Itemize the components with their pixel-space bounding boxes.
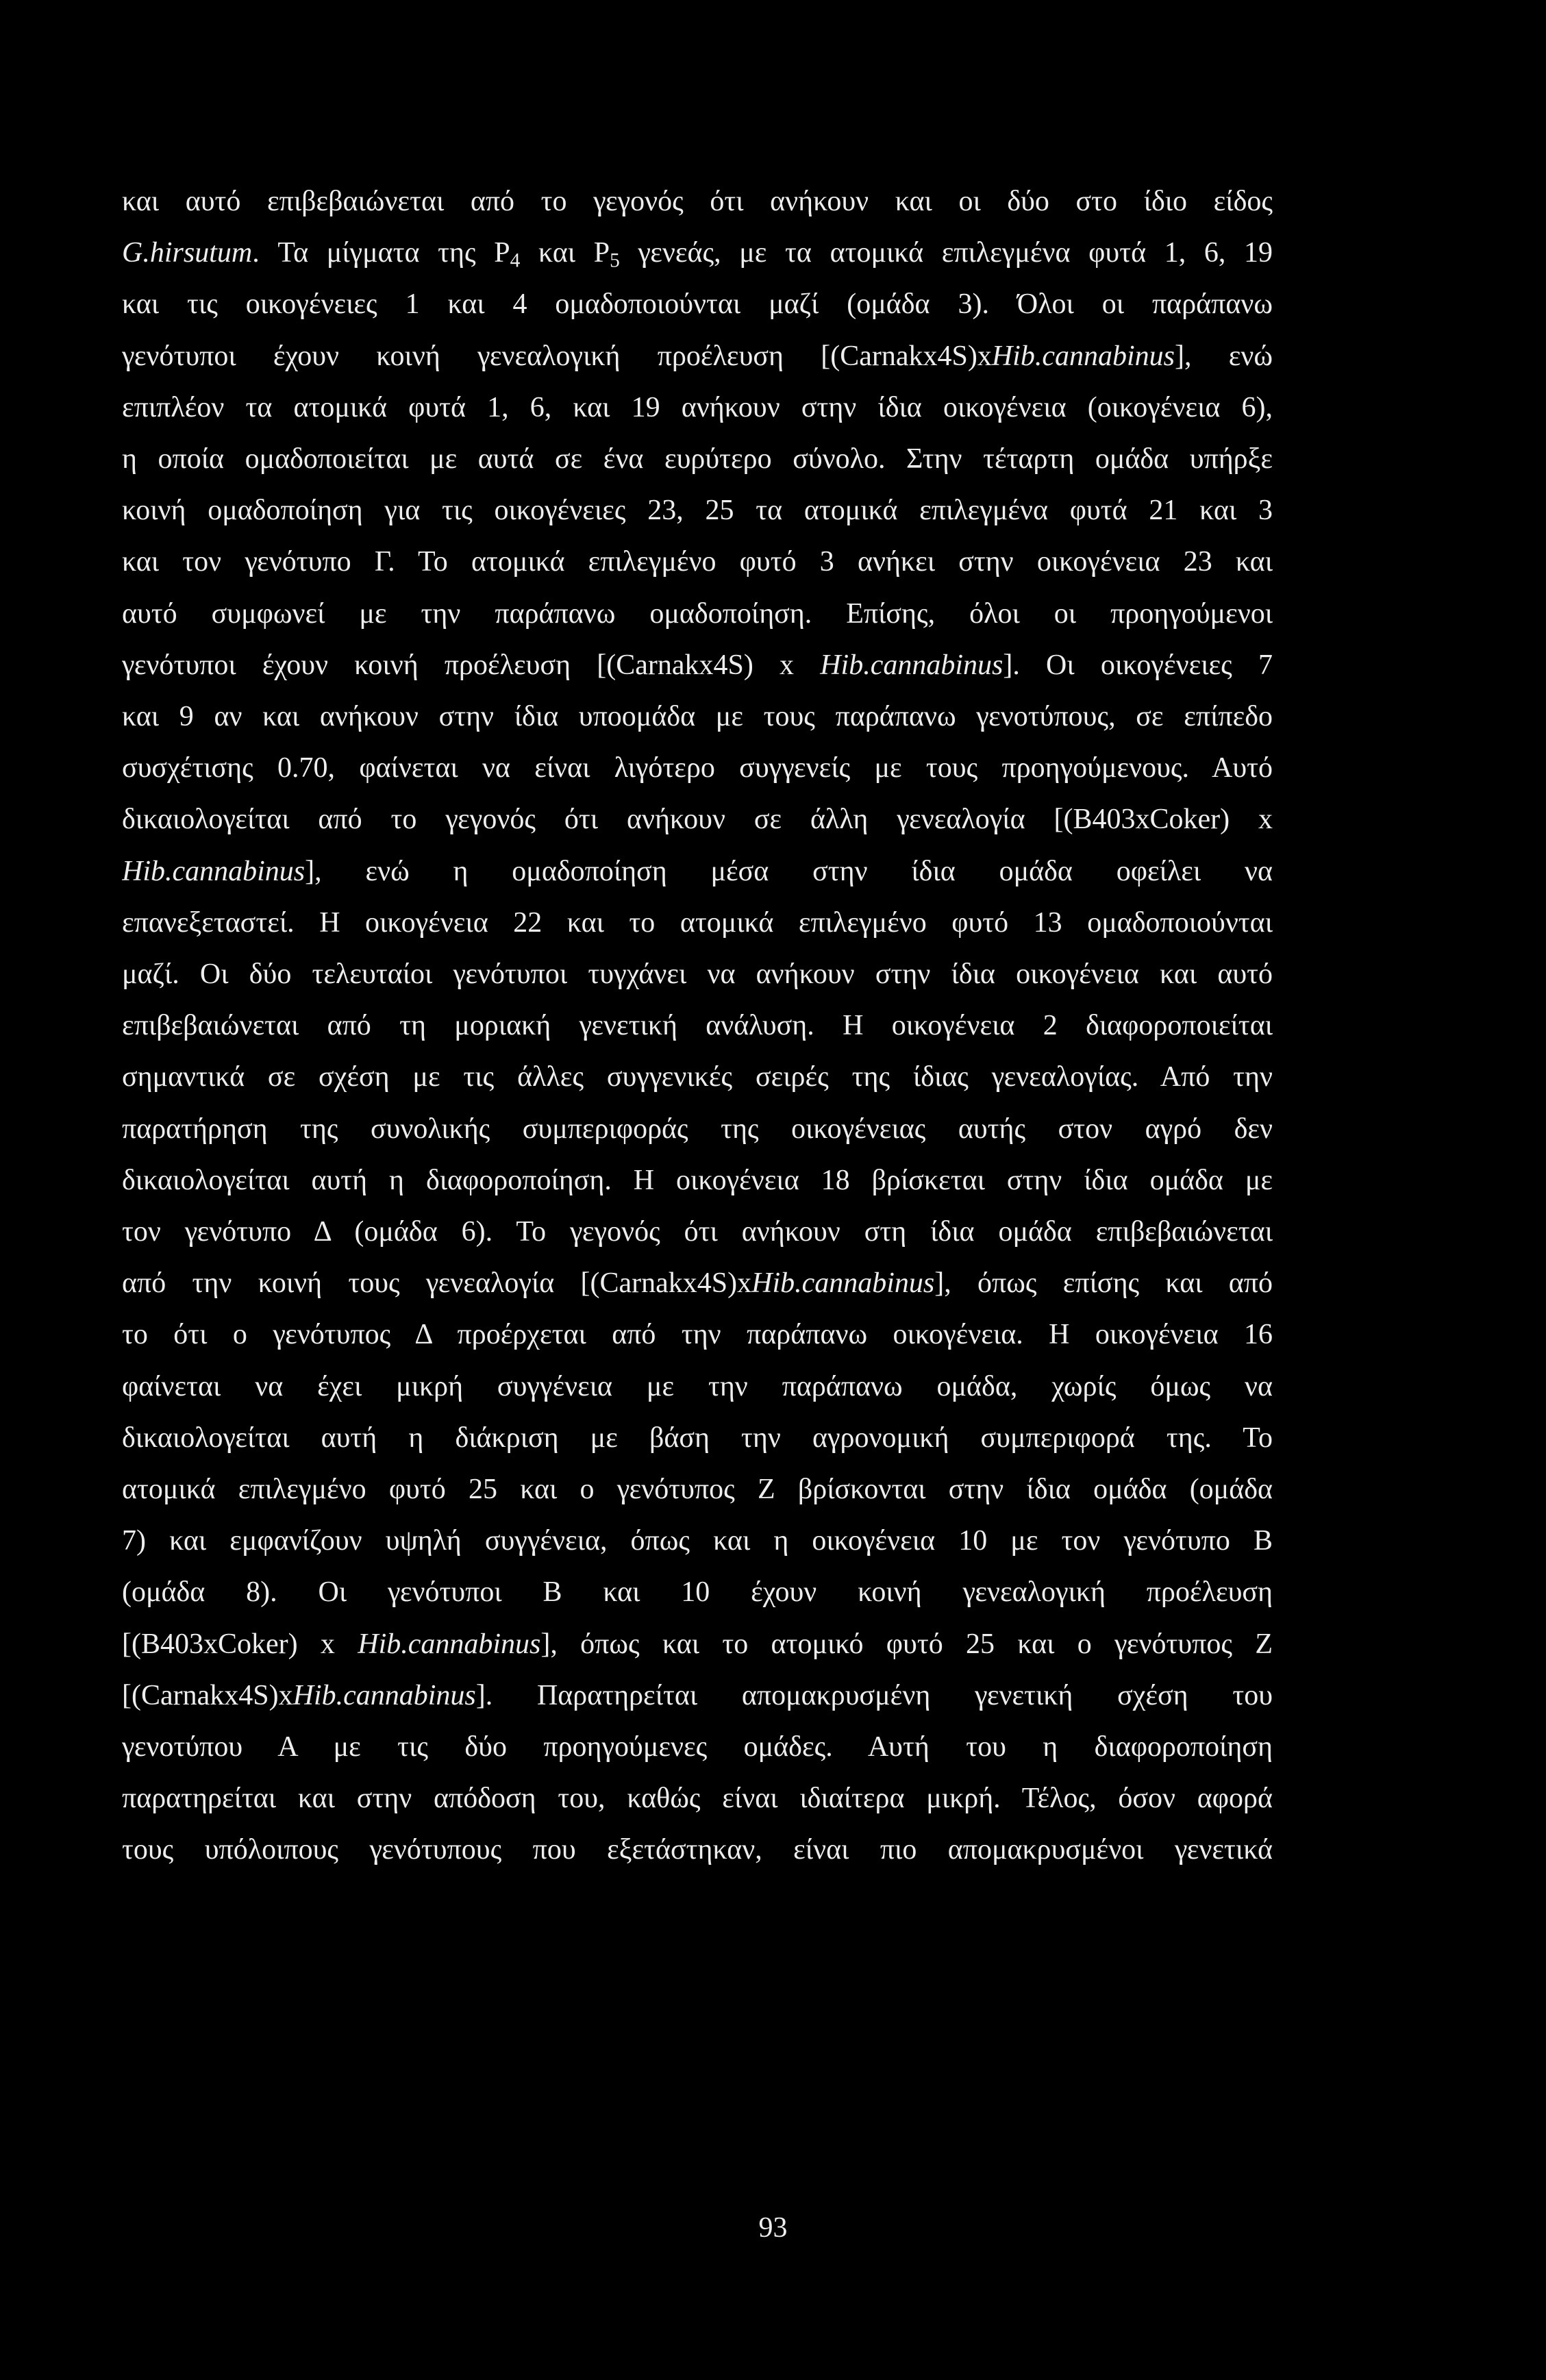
italic-text: Hib.cannabinus: [991, 340, 1175, 372]
text-line: [122, 1411, 1273, 1465]
text-span: και τον γενότυπο Γ. Το ατομικά επιλεγμένο φυτό 3 ανήκει στην οικογένεια 23 και: [122, 546, 1273, 578]
text-line: [122, 844, 1273, 899]
text-line: [122, 1153, 1273, 1208]
text-span: σημαντικά σε σχέση με τις άλλες συγγενικές σειρές της ίδιας γενεαλογίας. Από την: [122, 1061, 1273, 1093]
italic-text: Hib.cannabinus: [122, 855, 306, 887]
text-span: ], όπως και το ατομικό φυτό 25 και ο γενότυπος Ζ: [540, 1628, 1273, 1660]
text-span: ], όπως επίσης και από: [934, 1267, 1273, 1300]
text-span: γενεάς, με τα ατομικά επιλεγμένα φυτά 1, 6, 19: [619, 237, 1273, 269]
text-span: και Ρ: [520, 237, 610, 269]
text-span: δικαιολογείται από το γεγονός ότι ανήκουν σε άλλη γενεαλογία [(B403xCoker) x: [122, 804, 1273, 836]
italic-text: Hib.cannabinus: [751, 1267, 935, 1300]
text-span: το ότι ο γενότυπος Δ προέρχεται από την παράπανω οικογένεια. Η οικογένεια 16: [122, 1319, 1273, 1351]
text-line: [122, 638, 1273, 693]
text-line: [122, 483, 1273, 538]
text-span: (ομάδα 8). Οι γενότυποι Β και 10 έχουν κοινή γενεαλογική προέλευση: [122, 1576, 1273, 1609]
text-line: [122, 1102, 1273, 1156]
text-span: μαζί. Οι δύο τελευταίοι γενότυποι τυγχάνει να ανήκουν στην ίδια οικογένεια και αυτό: [122, 958, 1273, 990]
text-span: από την κοινή τους γενεαλογία [(Carnakx4S)x: [122, 1267, 752, 1300]
text-span: και τις οικογένειες 1 και 4 ομαδοποιούνται μαζί (ομάδα 3). Όλοι οι παράπανω: [122, 288, 1273, 321]
text-span: και 9 αν και ανήκουν στην ίδια υποομάδα με τους παράπανω γενοτύπους, σε επίπεδο: [122, 701, 1273, 732]
text-line: [122, 534, 1273, 589]
text-line: [122, 895, 1273, 950]
text-span: τον γενότυπο Δ (ομάδα 6). Το γεγονός ότι ανήκουν στη ίδια ομάδα επιβεβαιώνεται: [122, 1216, 1273, 1248]
text-line: [122, 1050, 1273, 1104]
text-span: συσχέτισης 0.70, φαίνεται να είναι λιγότερο συγγενείς με τους προηγούμενους. Αυτό: [122, 752, 1273, 784]
page-number: 93: [758, 2212, 788, 2244]
text-line: [122, 277, 1273, 332]
text-line: [122, 1204, 1273, 1259]
text-line: [122, 741, 1273, 795]
text-span: και αυτό επιβεβαιώνεται από το γεγονός ότι ανήκουν και οι δύο στο ίδιο είδος: [122, 186, 1273, 217]
text-span: ]. Παρατηρείται απομακρυσμένη γενετική σχέση του: [475, 1679, 1273, 1711]
text-span: γενοτύπου Α με τις δύο προηγούμενες ομάδες. Αυτή του η διαφοροποίηση: [122, 1731, 1273, 1763]
text-line: [122, 1822, 1273, 1877]
text-line: [122, 1256, 1273, 1311]
text-line: [122, 1720, 1273, 1774]
text-span: [(B403xCoker) x: [122, 1628, 358, 1660]
text-line: [122, 947, 1273, 1002]
text-line: [122, 689, 1273, 744]
text-span: παρατηρείται και στην απόδοση του, καθώς είναι ιδιαίτερα μικρή. Τέλος, όσον αφορά: [122, 1783, 1273, 1815]
text-line: [122, 1513, 1273, 1568]
text-span: ], ενώ η ομαδοποίηση μέσα στην ίδια ομάδα οφείλει να: [305, 855, 1273, 887]
text-line: [122, 1771, 1273, 1826]
italic-text: Hib.cannabinus: [292, 1679, 476, 1711]
text-span: γενότυποι έχουν κοινή γενεαλογική προέλευση [(Carnakx4S)x: [122, 340, 992, 372]
text-line: [122, 1668, 1273, 1723]
text-line: [122, 792, 1273, 847]
text-span: παρατήρηση της συνολικής συμπεριφοράς της οικογένειας αυτής στον αγρό δεν: [122, 1113, 1273, 1145]
text-span: δικαιολογείται αυτή η διάκριση με βάση την αγρονομική συμπεριφορά της. Το: [122, 1422, 1273, 1454]
text-line: [122, 998, 1273, 1053]
subscript-text: 4: [510, 249, 521, 272]
text-span: επιπλέον τα ατομικά φυτά 1, 6, και 19 ανήκουν στην ίδια οικογένεια (οικογένεια 6),: [122, 391, 1273, 423]
text-span: 7) και εμφανίζουν υψηλή συγγένεια, όπως και η οικογένεια 10 με τον γενότυπο Β: [122, 1525, 1273, 1557]
text-span: ατομικά επιλεγμένο φυτό 25 και ο γενότυπος Ζ βρίσκονται στην ίδια ομάδα (ομάδα: [122, 1474, 1273, 1505]
text-span: φαίνεται να έχει μικρή συγγένεια με την παράπανω ομάδα, χωρίς όμως να: [122, 1370, 1273, 1402]
text-line: [122, 432, 1273, 486]
text-span: ], ενώ: [1174, 340, 1273, 372]
text-span: επανεξεταστεί. Η οικογένεια 22 και το ατομικά επιλεγμένο φυτό 13 ομαδοποιούνται: [122, 906, 1273, 939]
text-line: [122, 1462, 1273, 1517]
text-span: . Τα μίγματα της Ρ: [252, 237, 510, 269]
text-line: [122, 225, 1273, 280]
italic-text: G.hirsutum: [122, 237, 253, 269]
subscript-text: 5: [610, 249, 620, 272]
text-line: [122, 174, 1273, 229]
text-line: [122, 1617, 1273, 1672]
italic-text: Hib.cannabinus: [820, 649, 1003, 681]
text-line: [122, 380, 1273, 435]
text-line: [122, 329, 1273, 384]
text-span: επιβεβαιώνεται από τη μοριακή γενετική ανάλυση. Η οικογένεια 2 διαφοροποιείται: [122, 1010, 1273, 1042]
text-line: [122, 1359, 1273, 1414]
italic-text: Hib.cannabinus: [358, 1628, 541, 1660]
text-span: αυτό συμφωνεί με την παράπανω ομαδοποίηση. Επίσης, όλοι οι προηγούμενοι: [122, 597, 1273, 630]
text-span: [(Carnakx4S)x: [122, 1679, 293, 1711]
text-line: [122, 1307, 1273, 1362]
text-line: [122, 1565, 1273, 1620]
text-span: δικαιολογείται αυτή η διαφοροποίηση. Η οικογένεια 18 βρίσκεται στην ίδια ομάδα με: [122, 1164, 1273, 1196]
text-line: [122, 586, 1273, 641]
text-span: τους υπόλοιπους γενότυπους που εξετάστηκαν, είναι πιο απομακρυσμένοι γενετικά: [122, 1834, 1273, 1866]
text-span: ]. Οι οικογένειες 7: [1003, 649, 1273, 681]
text-span: κοινή ομαδοποίηση για τις οικογένειες 23, 25 τα ατομικά επιλεγμένα φυτά 21 και 3: [122, 495, 1273, 527]
text-span: η οποία ομαδοποιείται με αυτά σε ένα ευρύτερο σύνολο. Στην τέταρτη ομάδα υπήρξε: [122, 443, 1273, 475]
text-span: γενότυποι έχουν κοινή προέλευση [(Carnakx4S) x: [122, 649, 821, 681]
